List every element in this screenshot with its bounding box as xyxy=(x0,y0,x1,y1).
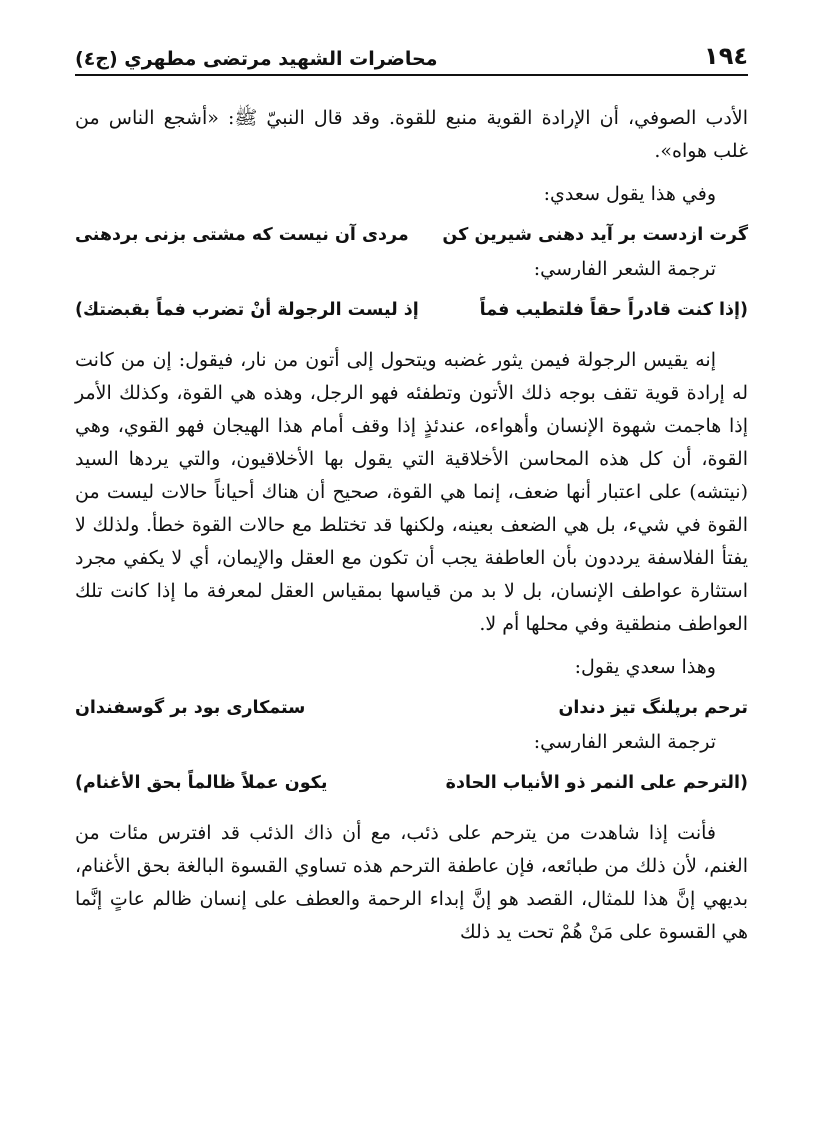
verse-hemistich-left: يكون عملاً ظالماً بحق الأغنام) xyxy=(75,773,328,793)
verse-hemistich-right: (الترحم على النمر ذو الأنياب الحادة xyxy=(445,773,748,793)
persian-verse-2 xyxy=(75,690,748,726)
arabic-translation-2 xyxy=(75,765,748,801)
page-number: ١٩٤ xyxy=(704,42,748,70)
translation-label: ترجمة الشعر الفارسي: xyxy=(533,731,716,753)
paragraph-continuation: الأدب الصوفي، أن الإرادة القوية منبع للقوة. وقد قال النبيّ ﷺ: «أشجع الناس من غلب هواه». xyxy=(75,107,748,162)
arabic-translation-1 xyxy=(75,292,748,328)
spacer xyxy=(75,328,748,344)
paragraph-main: إنه يقيس الرجولة فيمن يثور غضبه ويتحول إلى أتون من نار، فيقول: إن من كانت له إرادة قوية تقف بوجه ذلك الأتون وتطفئه فهو الرجل، وهذه هي القوة، وكذلك الأمر إذا هاجمت شهوة الإنسان وأهواءه، عندئذٍ إذا وقف أمام هذا الهيجان فهو القوي، وهي القوة، أن كل هذه المحاسن الأخلاقية التي يقول بها الأخلاقيون، والتي يردها السيد (نيتشه) على اعتبار أنها ضعف، إنما هي القوة، صحيح أن هناك أحياناً حالات ليست من القوة في شيء، بل هي الضعف بعينه، ولكنها قد تختلط مع حالات القوة خطأ. ولذلك لا يفتأ الفلاسفة يرددون بأن العاطفة يجب أن تكون مع العقل والإيمان، أي لا يكفي مجرد استثارة عواطف الإنسان، بل لا بد من قياسها بمقياس العقل لمعرفة ما إذا كانت تلك العواطف منطقية وفي محلها أم لا. xyxy=(75,349,748,635)
paragraph-final: فأنت إذا شاهدت من يترحم على ذئب، مع أن ذاك الذئب قد افترس مئات من الغنم، لأن ذلك من طبائعه، فإن عاطفة الترحم هذه تساوي القسوة البالغة بحق الأغنام، بديهي إنَّ هذا للمثال، القصد هو إنَّ إبداء الرحمة والعطف على إنسان ظالم عاتٍ إنَّما هي القسوة على مَنْ هُمْ تحت يد ذلك xyxy=(75,822,748,943)
verse-hemistich-right: (إذا كنت قادراً حقاً فلتطيب فماً xyxy=(479,300,748,320)
verse-hemistich-left: مردى آن نيست كه مشتى بزنى بردهنى xyxy=(75,225,409,245)
verse-hemistich-left: إذ ليست الرجولة أنْ تضرب فماً بقبضتك) xyxy=(75,300,419,320)
running-title: محاضرات الشهيد مرتضى مطهري (ج٤) xyxy=(75,48,438,70)
page-header xyxy=(75,30,748,70)
spacer xyxy=(75,801,748,817)
verse-hemistich-right: ترحم برپلنگ تيز دندان xyxy=(558,698,748,718)
paragraph-intro-saadi: وفي هذا يقول سعدي: xyxy=(543,183,716,205)
header-rule xyxy=(75,74,748,76)
paragraph-intro-saadi-2: وهذا سعدي يقول: xyxy=(574,656,716,678)
translation-label: ترجمة الشعر الفارسي: xyxy=(533,258,716,280)
persian-verse-1 xyxy=(75,217,748,253)
verse-hemistich-right: گرت ازدست بر آيد دهنى شيرين كن xyxy=(442,225,748,245)
verse-hemistich-left: ستمكارى بود بر گوسفندان xyxy=(75,698,306,718)
